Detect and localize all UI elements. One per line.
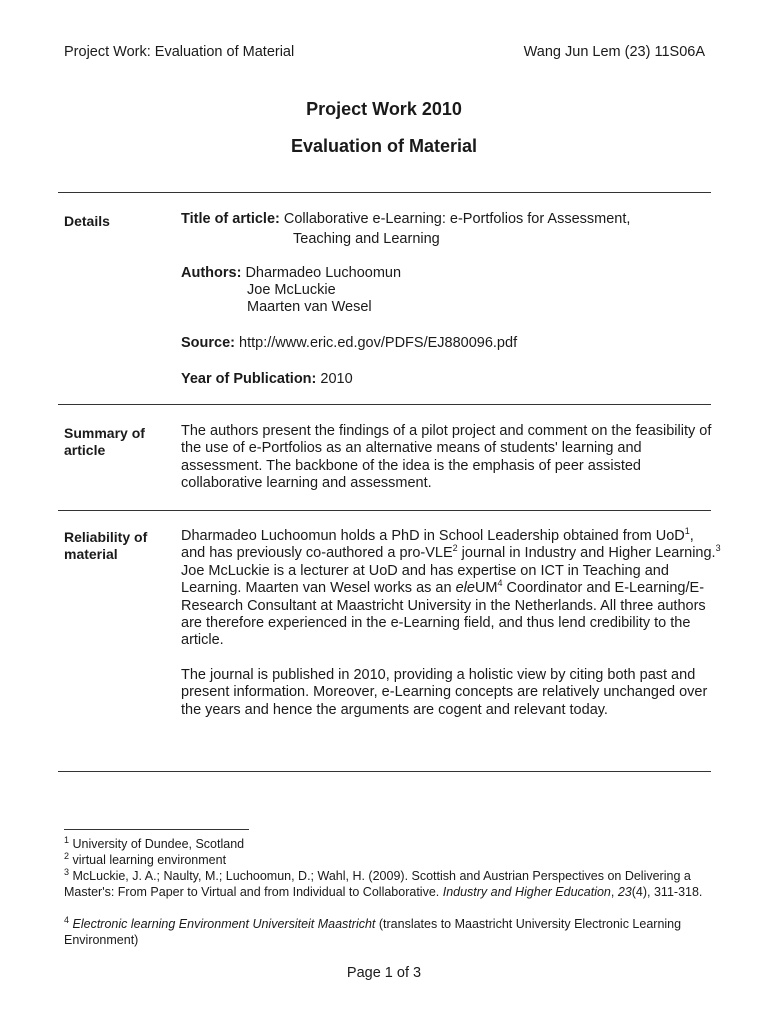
footnote-ref: 2 <box>452 543 458 554</box>
reliability-paragraph-2: The journal is published in 2010, providing a holistic view by citing both past and present information. Moreover, e-Learning concepts are relatively unchanged over the years and hence the arguments are cogent and relevant today. <box>181 666 708 718</box>
authors-label: Authors: <box>181 265 242 281</box>
summary-text: The authors present the findings of a pilot project and comment on the feasibility of the use of e-Portfolios as an alternative means of students' learning and assessment. The backbone of the idea is the emphasis of peer assisted collaborative learning and assessment. <box>181 423 712 492</box>
title-of-article-value-cont: Teaching and Learning <box>293 231 440 247</box>
footnote-3: $^3$ McLuckie, J. A.; Naulty, M.; Luchoomun, D.; Wahl, H. (2009). Scottish and Austrian Perspectives on Delivering a Master's: From Paper to Virtual and from Individual to Collaborative. Industry and Higher Education, 23(4), 311-318. <box>64 866 703 899</box>
reliability-text <box>181 528 721 719</box>
footnote-4: $^4$ Electronic learning Environment Universiteit Maastricht (translates to Maastricht University Electronic Learning Environment) <box>64 914 682 947</box>
author-name: Maarten van Wesel <box>247 299 372 315</box>
reliability-label-line: material <box>64 546 118 562</box>
title-of-article-value: Collaborative e-Learning: e-Portfolios for Assessment, <box>283 211 631 227</box>
footnote-1: $^1$ University of Dundee, Scotland <box>64 834 245 851</box>
source-line <box>181 335 517 351</box>
authors-line <box>181 265 401 281</box>
author-name: Joe McLuckie <box>247 282 336 298</box>
footnote-ref: 4 <box>497 578 503 589</box>
document-subtitle: Evaluation of Material <box>290 136 478 156</box>
divider <box>58 192 711 193</box>
year-value: 2010 <box>320 371 353 387</box>
author-name: Dharmadeo Luchoomun <box>245 265 402 281</box>
footnote-ref: 1 <box>684 526 690 537</box>
divider <box>58 771 711 772</box>
title-of-article-line <box>181 211 630 227</box>
running-header-right: Wang Jun Lem (23) 11S06A <box>523 44 705 60</box>
reliability-label <box>64 529 147 563</box>
divider <box>58 510 711 511</box>
footnote-2: $^2$ virtual learning environment <box>64 850 227 867</box>
year-label: Year of Publication: <box>181 371 317 387</box>
divider <box>58 404 711 405</box>
running-header-left: Project Work: Evaluation of Material <box>64 44 295 60</box>
footnote-separator <box>64 829 249 830</box>
source-label: Source: <box>181 335 235 351</box>
summary-label <box>64 425 145 459</box>
footnote-ref: 3 <box>715 543 721 554</box>
details-label: Details <box>64 213 110 229</box>
summary-label-line: article <box>64 442 106 458</box>
summary-label-line: Summary of <box>64 425 145 441</box>
page-number: Page 1 of 3 <box>346 965 422 981</box>
source-url: http://www.eric.ed.gov/PDFS/EJ880096.pdf <box>239 335 518 351</box>
year-line <box>181 371 353 387</box>
reliability-label-line: Reliability of <box>64 529 148 545</box>
title-of-article-label: Title of article: <box>181 211 280 227</box>
document-title: Project Work 2010 <box>306 99 462 119</box>
reliability-paragraph-1: Dharmadeo Luchoomun holds a PhD in School Leadership obtained from UoD$^1$, and has previously co-authored a pro-VLE$^2$ journal in Industry and Higher Learning.$^3$ Joe McLuckie is a lecturer at UoD and has expertise on ICT in Teaching and Learning. Maarten van Wesel works as an eleUM$^4$ Coordinator and E-Learning/E-Research Consultant at Maastricht University in the Netherlands. All three authors are therefore experienced in the e-Learning field, and thus lend credibility to the article. <box>181 526 721 649</box>
